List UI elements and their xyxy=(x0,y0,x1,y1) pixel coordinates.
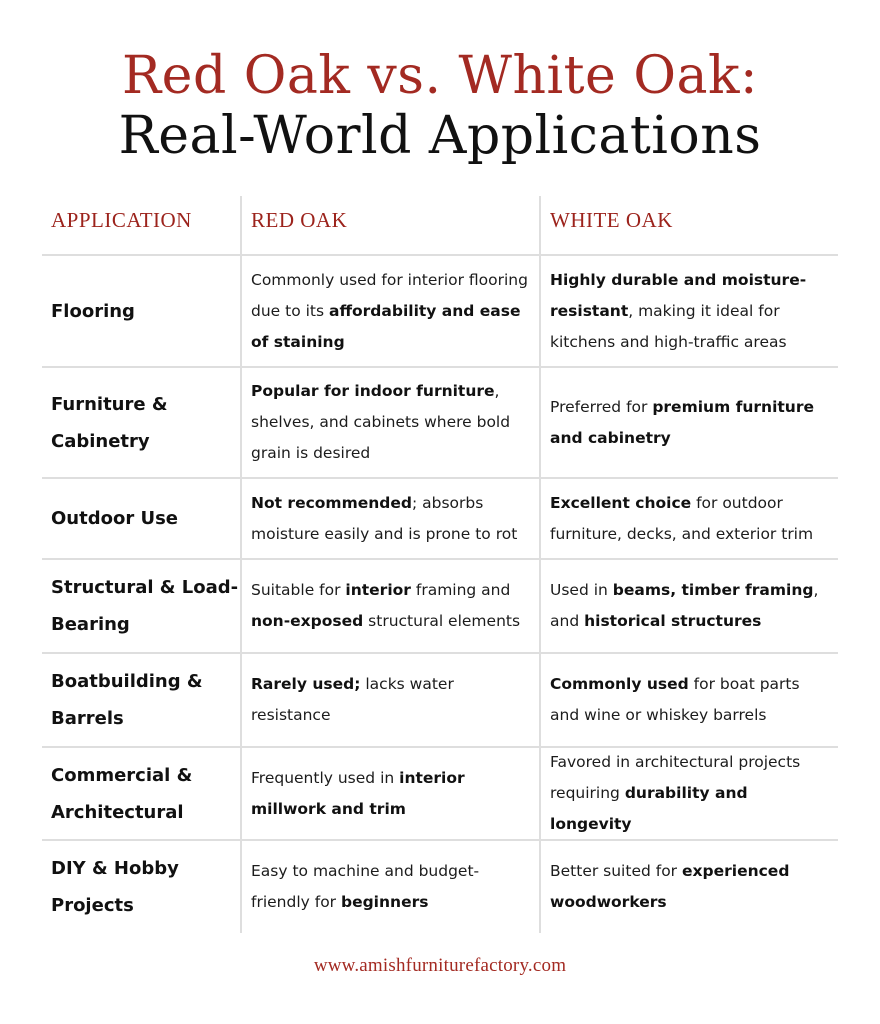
white-oak-cell-text xyxy=(550,747,832,840)
body-text: Used in xyxy=(550,581,613,599)
white-oak-cell xyxy=(539,560,838,652)
application-name: Flooring xyxy=(51,300,135,322)
body-text: framing and xyxy=(410,581,511,599)
body-text: , shelves, and cabinets where bold grain is desired xyxy=(251,382,511,462)
header-white-oak: WHITE OAK xyxy=(539,196,838,254)
red-oak-cell xyxy=(240,256,539,366)
red-oak-cell-text xyxy=(251,488,533,550)
white-oak-cell-text xyxy=(550,575,832,637)
red-oak-cell xyxy=(240,654,539,746)
application-name: Boatbuilding & Barrels xyxy=(51,671,203,729)
table-row-outdoor-use xyxy=(42,479,838,560)
emphasis-text: Popular for indoor furniture xyxy=(251,382,495,400)
body-text: Frequently used in xyxy=(251,768,400,787)
red-oak-cell-text xyxy=(251,669,533,731)
application-name: Furniture & Cabinetry xyxy=(51,393,168,452)
emphasis-text: non-exposed xyxy=(251,612,364,630)
table-header-row xyxy=(42,196,838,256)
red-oak-cell-text xyxy=(251,575,533,637)
body-text: ; absorbs moisture easily and is prone to rot xyxy=(251,493,518,543)
emphasis-text: beams, timber framing xyxy=(612,581,814,599)
body-text: , making it ideal for kitchens and high-traffic areas xyxy=(550,301,787,351)
emphasis-text: historical structures xyxy=(584,612,762,630)
emphasis-text: interior millwork and trim xyxy=(251,768,465,818)
table-row-structural-and-load-bearing xyxy=(42,560,838,654)
white-oak-cell-text xyxy=(550,265,832,358)
body-text: Preferred for xyxy=(550,397,653,416)
application-cell xyxy=(42,841,240,933)
comparison-table xyxy=(42,196,838,933)
body-text: Commonly used for interior flooring due to its xyxy=(251,270,528,320)
white-oak-cell xyxy=(539,748,838,839)
emphasis-text: premium furniture and cabinetry xyxy=(550,397,814,447)
body-text: for outdoor furniture, decks, and exterior trim xyxy=(550,493,814,543)
red-oak-cell xyxy=(240,560,539,652)
application-cell xyxy=(42,654,240,746)
table-row-commercial-and-architectural xyxy=(42,748,838,841)
application-cell xyxy=(42,479,240,558)
emphasis-text: interior xyxy=(345,581,411,599)
red-oak-cell-text xyxy=(251,376,533,469)
table-row-furniture-and-cabinetry xyxy=(42,368,838,479)
application-cell xyxy=(42,256,240,366)
red-oak-cell xyxy=(240,368,539,477)
title-line-1: Red Oak vs. White Oak: xyxy=(122,46,758,106)
application-cell xyxy=(42,368,240,477)
body-text: lacks water resistance xyxy=(251,675,454,724)
body-text: , and xyxy=(550,581,819,630)
body-text: Easy to machine and budget-friendly for xyxy=(251,862,480,911)
body-text: Suitable for xyxy=(251,581,346,599)
red-oak-cell xyxy=(240,748,539,839)
emphasis-text: durability and longevity xyxy=(550,784,748,833)
red-oak-cell-text xyxy=(251,265,533,358)
emphasis-text: Excellent choice xyxy=(550,493,692,512)
table-body xyxy=(42,256,838,933)
emphasis-text: beginners xyxy=(340,893,429,911)
header-application: APPLICATION xyxy=(51,208,192,232)
emphasis-text: experienced woodworkers xyxy=(550,862,790,911)
emphasis-text: affordability and ease of staining xyxy=(251,301,521,351)
application-cell xyxy=(42,560,240,652)
application-cell xyxy=(42,748,240,839)
white-oak-cell-text xyxy=(550,392,832,454)
white-oak-cell-text xyxy=(550,856,832,918)
title-line-2: Real-World Applications xyxy=(118,106,762,166)
white-oak-cell xyxy=(539,368,838,477)
table-row-diy-and-hobby-projects xyxy=(42,841,838,933)
website-url[interactable]: www.amishfurniturefactory.com xyxy=(313,955,567,976)
white-oak-cell xyxy=(539,841,838,933)
emphasis-text: Commonly used xyxy=(550,675,689,693)
white-oak-cell-text xyxy=(550,488,832,550)
body-text: structural elements xyxy=(363,612,521,630)
application-name: DIY & Hobby Projects xyxy=(51,858,179,916)
white-oak-cell xyxy=(539,479,838,558)
white-oak-cell-text xyxy=(550,669,832,731)
white-oak-cell xyxy=(539,256,838,366)
table-row-flooring xyxy=(42,256,838,368)
red-oak-cell-text xyxy=(251,856,533,918)
application-name: Outdoor Use xyxy=(51,508,179,529)
emphasis-text: Not recommended xyxy=(251,493,412,512)
body-text: for boat parts and wine or whiskey barrels xyxy=(550,675,800,724)
table-row-boatbuilding-and-barrels xyxy=(42,654,838,748)
emphasis-text: Highly durable and moisture-resistant xyxy=(550,270,807,320)
body-text: Favored in architectural projects requiring xyxy=(550,753,801,802)
red-oak-cell-text xyxy=(251,763,533,825)
application-name: Structural & Load-Bearing xyxy=(51,577,239,635)
red-oak-cell xyxy=(240,479,539,558)
white-oak-cell xyxy=(539,654,838,746)
body-text: Better suited for xyxy=(550,862,682,880)
application-name: Commercial & Architectural xyxy=(51,764,193,823)
emphasis-text: Rarely used; xyxy=(251,675,361,693)
header-red-oak: RED OAK xyxy=(240,196,539,254)
red-oak-cell xyxy=(240,841,539,933)
